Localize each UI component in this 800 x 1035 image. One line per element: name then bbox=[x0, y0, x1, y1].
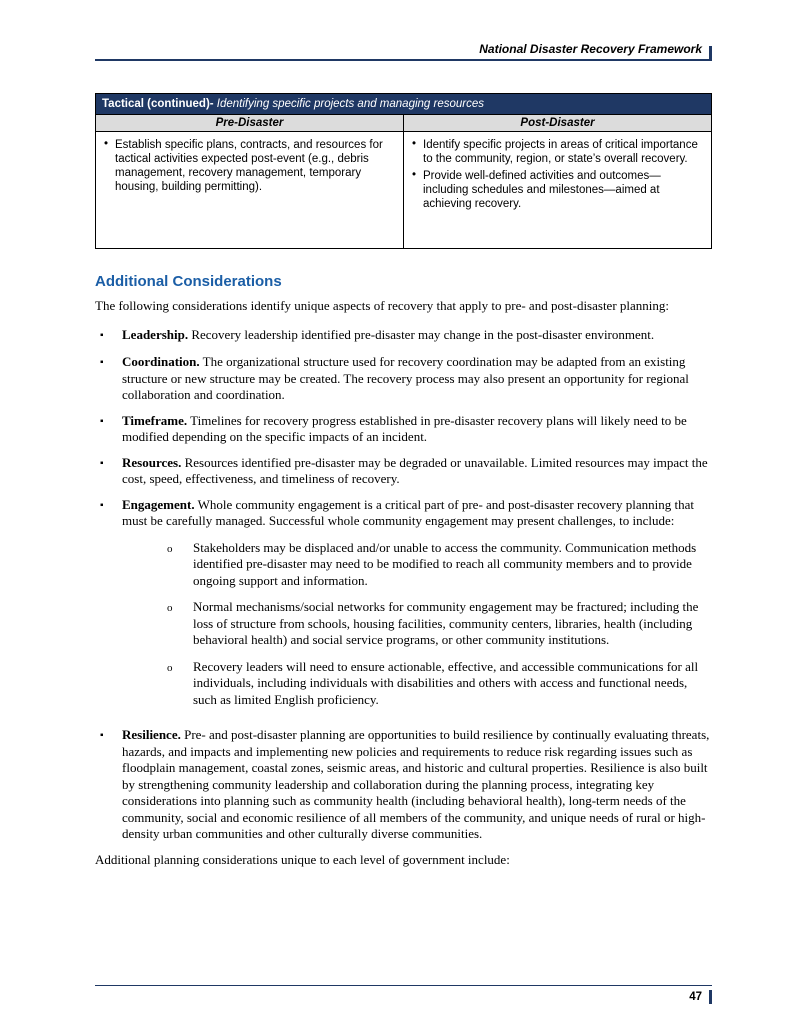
bullet-item-coordination bbox=[95, 354, 712, 404]
bullet-body-text: Recovery leadership identified pre-disaster may change in the post-disaster environment. bbox=[188, 326, 655, 342]
bullet-item-timeframe bbox=[95, 413, 712, 446]
sub-bullet-item bbox=[165, 599, 712, 649]
bullet-lead: Resilience. bbox=[122, 727, 181, 743]
square-bullet-icon bbox=[95, 327, 122, 346]
engagement-sub-bullets bbox=[122, 540, 712, 709]
bullet-body-text: Whole community engagement is a critical part of pre- and post-disaster recovery planning that must be carefully managed. Successful whole community engagement may present challenges, to include: bbox=[122, 496, 694, 529]
sub-bullet-item bbox=[165, 659, 712, 709]
page-header bbox=[95, 42, 712, 61]
circle-bullet-icon bbox=[165, 659, 193, 709]
table-column-header-row bbox=[96, 115, 712, 132]
post-disaster-list bbox=[410, 138, 703, 211]
bullet-body-text: Pre- and post-disaster planning are opportunities to build resilience by continually evaluating threats, hazards, and impacts and implementing new policies and requirements to reduce risk regarding issues such as floodplain management, coastal zones, seismic areas, and historic and cultural properties. Resilience is also built by strengthening community leadership and collaboration during the planning process, integrating key considerations into planning such as community health (including behavioral health), long-term needs of the community, social and economic resilience of all members of the community, and unique needs of rural or high-density urban communities and other culturally diverse communities. bbox=[122, 727, 710, 842]
intro-paragraph: The following considerations identify unique aspects of recovery that apply to pre- and post-disaster planning: bbox=[95, 298, 670, 314]
pre-disaster-column-header: Pre-Disaster bbox=[96, 115, 404, 132]
table-body-row bbox=[96, 132, 712, 249]
page-number: 47 bbox=[689, 991, 702, 1003]
list-item: • Identify specific projects in areas of critical importance to the community, region, or state’s overall recovery. bbox=[410, 138, 703, 166]
table-title-italic: Identifying specific projects and managing resources bbox=[213, 98, 485, 110]
square-bullet-icon bbox=[95, 354, 122, 404]
footer-tick bbox=[709, 990, 712, 1004]
square-bullet-icon bbox=[95, 413, 122, 446]
bullet-lead: Leadership. bbox=[122, 326, 189, 342]
bullet-text bbox=[122, 727, 712, 843]
bullet-item-resilience bbox=[95, 727, 712, 843]
circle-bullet-icon bbox=[165, 540, 193, 590]
square-bullet-icon bbox=[95, 727, 122, 843]
bullet-item-engagement bbox=[95, 497, 712, 719]
bullet-text bbox=[122, 455, 712, 488]
section-heading: Additional Considerations bbox=[95, 273, 282, 291]
bullet-lead: Resources. bbox=[122, 454, 182, 470]
page-footer bbox=[95, 985, 712, 1004]
sub-bullet-text: Stakeholders may be displaced and/or unable to access the community. Communication methods identified pre-disaster may need to be modified to reach all community members and to provide ongoing support and information. bbox=[193, 539, 697, 588]
header-title: National Disaster Recovery Framework bbox=[479, 42, 702, 56]
bullet-text bbox=[122, 497, 712, 719]
bullet-item-leadership bbox=[95, 327, 712, 346]
pre-disaster-cell bbox=[96, 132, 404, 249]
footer-rule bbox=[95, 985, 712, 986]
header-rule bbox=[95, 59, 712, 61]
bullet-lead: Timeframe. bbox=[122, 412, 188, 428]
bullet-text bbox=[122, 413, 712, 446]
list-item: • Provide well-defined activities and outcomes—including schedules and milestones—aimed at achieving recovery. bbox=[410, 169, 703, 211]
table-title bbox=[96, 94, 712, 115]
bullet-lead: Coordination. bbox=[122, 354, 200, 370]
bullet-text bbox=[122, 327, 712, 346]
footer-row bbox=[95, 990, 712, 1004]
tactical-table bbox=[95, 93, 712, 249]
sub-bullet-text: Recovery leaders will need to ensure actionable, effective, and accessible communications for all individuals, including individuals with disabilities and others with access and functional needs, such as limited English proficiency. bbox=[193, 658, 699, 707]
sub-bullet-text: Normal mechanisms/social networks for community engagement may be fractured; including the loss of structure from schools, housing facilities, community centers, libraries, health (including behavioral health) and social service programs, or other community institutions. bbox=[193, 599, 699, 648]
page-content bbox=[95, 93, 712, 880]
bullet-lead: Engagement. bbox=[122, 496, 195, 512]
sub-bullet-item bbox=[165, 540, 712, 590]
square-bullet-icon bbox=[95, 455, 122, 488]
circle-bullet-icon bbox=[165, 599, 193, 649]
pre-disaster-list bbox=[102, 138, 395, 194]
bullet-body-text: Resources identified pre-disaster may be degraded or unavailable. Limited resources may impact the cost, speed, effectiveness, and timeliness of recovery. bbox=[122, 454, 708, 487]
closing-paragraph: Additional planning considerations unique to each level of government include: bbox=[95, 851, 510, 867]
bullet-body-text: The organizational structure used for recovery coordination may be adapted from an existing structure or new structure may be created. The recovery process may also present an opportunity for regional collaboration and coordination. bbox=[122, 354, 689, 403]
table-title-row bbox=[96, 94, 712, 115]
table-title-bold: Tactical (continued)- bbox=[102, 98, 214, 110]
bullet-item-resources bbox=[95, 455, 712, 488]
list-item: • Establish specific plans, contracts, and resources for tactical activities expected post-event (e.g., debris management, recovery management, temporary housing, building permitting). bbox=[102, 138, 395, 194]
bullet-body-text: Timelines for recovery progress established in pre-disaster recovery plans will likely need to be modified depending on the specific impacts of an incident. bbox=[122, 412, 687, 445]
bullet-text bbox=[122, 354, 712, 404]
square-bullet-icon bbox=[95, 497, 122, 719]
post-disaster-cell bbox=[404, 132, 712, 249]
post-disaster-column-header: Post-Disaster bbox=[404, 115, 712, 132]
header-tick bbox=[709, 46, 712, 61]
